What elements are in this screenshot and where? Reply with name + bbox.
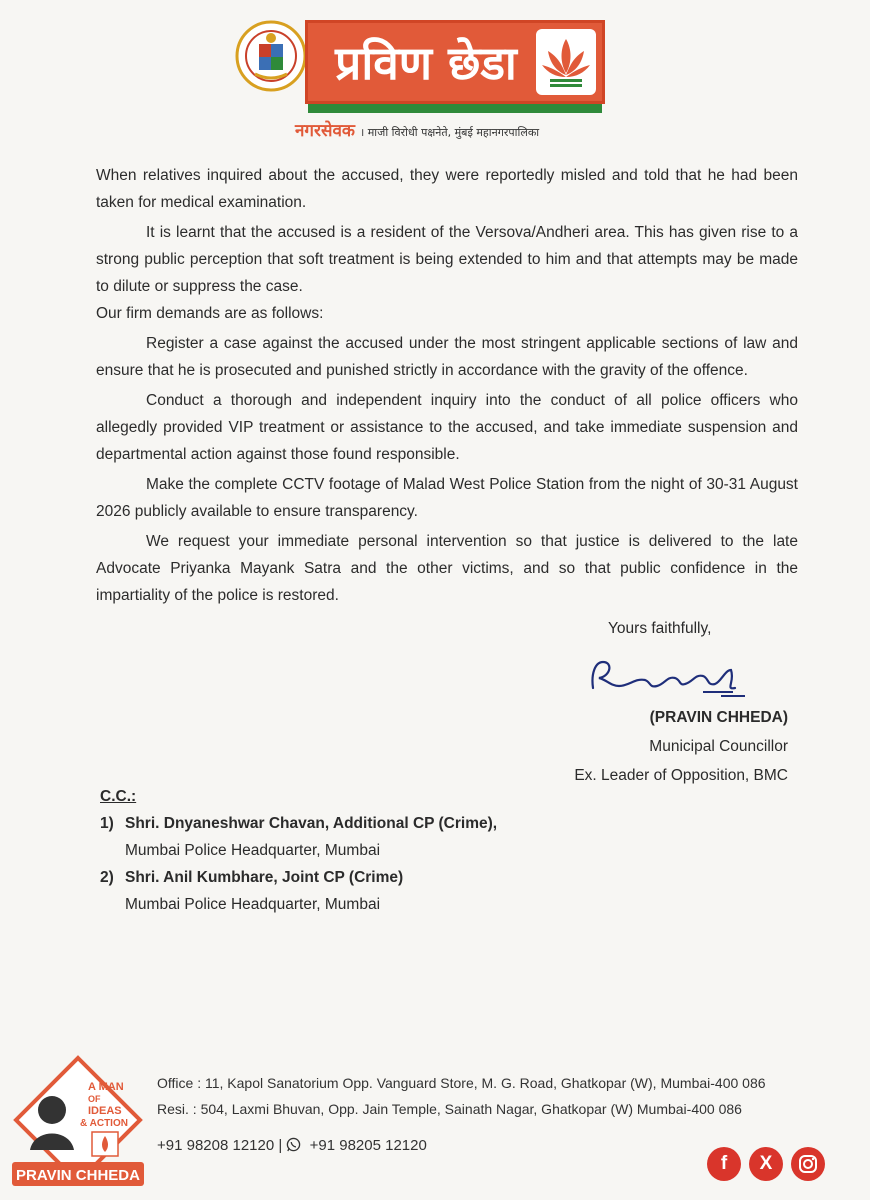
subtitle-designation: नगरसेवक (295, 121, 355, 141)
signatory-title-1: Municipal Councillor (649, 738, 788, 755)
pravin-chheda-logo (8, 1050, 148, 1200)
letterhead (235, 14, 620, 139)
signatory-title-2: Ex. Leader of Opposition, BMC (574, 767, 788, 784)
residence-address: Resi. : 504, Laxmi Bhuvan, Opp. Jain Temple, Sainath Nagar, Ghatkopar (W) Mumbai-400 086 (157, 1101, 742, 1117)
office-address: Office : 11, Kapol Sanatorium Opp. Vanguard Store, M. G. Road, Ghatkopar (W), Mumbai-400 086 (157, 1075, 766, 1091)
phone-1: +91 98208 12120 (157, 1137, 275, 1154)
paragraph-1: When relatives inquired about the accused, they were reportedly misled and told that he had been taken for medical examination. (96, 167, 798, 211)
bmc-seal-icon (235, 20, 307, 92)
cc-section (100, 783, 497, 918)
signatory-name: (PRAVIN CHHEDA) (649, 709, 788, 726)
cc-item-recipient: Shri. Dnyaneshwar Chavan, Additional CP (Crime), (125, 815, 498, 832)
cc-item-address: Mumbai Police Headquarter, Mumbai (125, 896, 381, 913)
lotus-icon (536, 29, 596, 95)
cc-item-address: Mumbai Police Headquarter, Mumbai (125, 842, 381, 859)
paragraph-3: Our firm demands are as follows: (96, 305, 324, 322)
name-banner (305, 20, 605, 104)
badge-line-2: OF (88, 1094, 101, 1104)
logo-name: PRAVIN CHHEDA (16, 1167, 140, 1184)
phone-2: +91 98205 12120 (309, 1137, 427, 1154)
signature-block (574, 703, 788, 790)
cc-item (100, 810, 497, 864)
phone-numbers (157, 1137, 427, 1154)
badge-line-1: A MAN (88, 1081, 124, 1093)
cc-item (100, 864, 497, 918)
lotus-badge (536, 29, 596, 95)
letterhead-subtitle (295, 118, 539, 141)
phone-separator: | (278, 1137, 283, 1154)
cc-item-number: 1) (100, 815, 114, 832)
paragraph-6: Make the complete CCTV footage of Malad West Police Station from the night of 30-31 August 2026 publicly available to ensure transparency. (96, 476, 798, 520)
whatsapp-icon (286, 1137, 301, 1152)
paragraph-4: Register a case against the accused under the most stringent applicable sections of law and ensure that he is prosecuted and punished strictly in accordance with the gravity of the offence. (96, 335, 798, 379)
cc-item-recipient: Shri. Anil Kumbhare, Joint CP (Crime) (125, 869, 404, 886)
cc-item-number: 2) (100, 869, 114, 886)
closing-salutation: Yours faithfully, (608, 620, 712, 637)
handwritten-signature (585, 652, 755, 700)
paragraph-2: It is learnt that the accused is a resident of the Versova/Andheri area. This has given rise to a strong public perception that soft treatment is being extended to him and that attempts may be made to dilute or suppress the case. (96, 224, 798, 295)
facebook-icon[interactable]: f (707, 1147, 741, 1181)
letter-body (96, 162, 798, 609)
badge-line-3: IDEAS (88, 1105, 122, 1117)
paragraph-5: Conduct a thorough and independent inquiry into the conduct of all police officers who allegedly provided VIP treatment or assistance to the accused, and take immediate suspension and departmental action against those found responsible. (96, 392, 798, 463)
badge-line-4: & ACTION (80, 1118, 128, 1129)
cc-label: C.C.: (100, 788, 137, 805)
letterhead-name: प्रविण छेडा (335, 36, 517, 90)
instagram-icon[interactable] (791, 1147, 825, 1181)
x-icon[interactable]: X (749, 1147, 783, 1181)
subtitle-details: । माजी विरोधी पक्षनेते, मुंबई महानगरपालिका (360, 126, 540, 139)
letter-footer (0, 1045, 870, 1200)
paragraph-7: We request your immediate personal intervention so that justice is delivered to the late Advocate Priyanka Mayank Satra and the other victims, and so that public confidence in the impartiality of the police is restored. (96, 533, 798, 604)
green-strip (308, 104, 602, 113)
